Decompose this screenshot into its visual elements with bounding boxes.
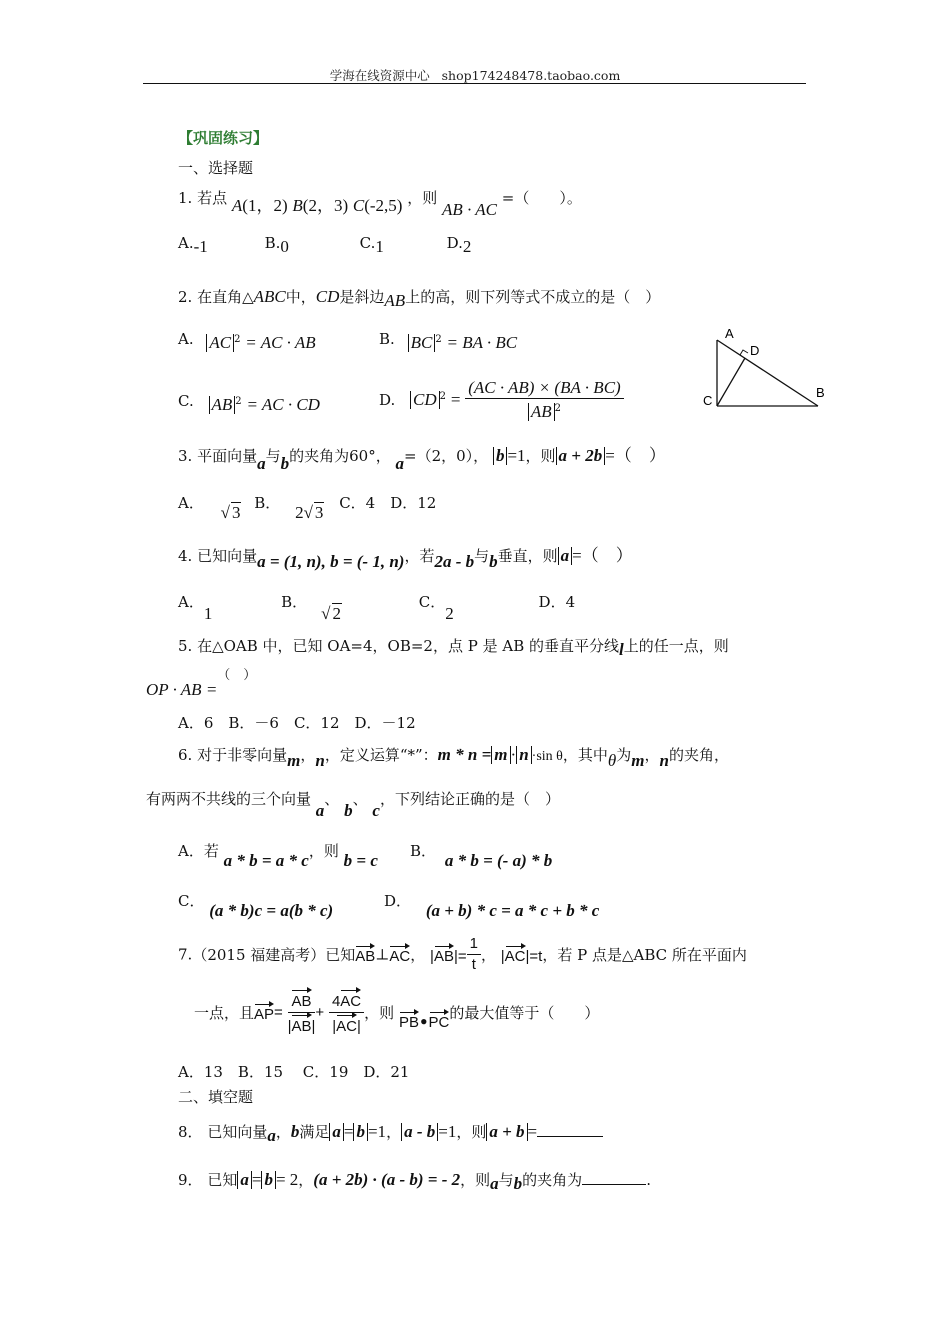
q6-option-c: C． (a * b)c = a(b * c) — [178, 892, 334, 920]
question-1: 1. 若点 A(1，2) B(2，3) C(-2,5) ，则 AB · AC =（ ）。 — [178, 189, 582, 219]
q9-answer-blank[interactable] — [582, 1184, 646, 1185]
question-7: 7.（2015 福建高考）已知AB⊥AC， |AB|= $\frac{1}{t}$ ， |AC|=t，若 P 点是△ABC 所在平面内 — [178, 935, 747, 973]
q6-line2: 有两两不共线的三个向量 a、 b、 c，下列结论正确的是（ ） — [146, 790, 560, 820]
page-header — [0, 66, 950, 84]
q2-option-d: D. CD $^2$ = $\frac{(AC \cdot AB) \times (BA \cdot BC)}{AB ^2}$ — [379, 378, 624, 422]
part1-title: 一、选择题 — [178, 159, 254, 177]
q5-expression-line: OP · AB =（ ） — [146, 668, 257, 699]
q1-expression: AB · AC — [442, 200, 497, 219]
label-d: D — [750, 343, 760, 358]
question-8: 8． 已知向量a，b满足 a = b =1， a - b =1，则 a + b = — [178, 1122, 603, 1142]
section-practice: 【巩固练习】 — [178, 129, 269, 147]
right-triangle-figure — [700, 322, 835, 412]
altitude-cd — [717, 358, 745, 406]
q8-answer-blank[interactable] — [537, 1136, 603, 1137]
header-title: 学海在线资源中心 — [329, 68, 430, 83]
question-4: 4. 已知向量a = (1, n), b = (- 1, n)，若2a - b与b垂直，则 a =（ ） — [178, 546, 633, 571]
label-b: B — [816, 385, 825, 400]
q2-option-c: C. AB $^2$ = AC · CD — [178, 392, 320, 414]
label-c: C — [703, 393, 713, 408]
right-angle-mark — [740, 350, 748, 355]
q6-option-d: D． (a + b) * c = a * c + b * c — [384, 892, 600, 920]
header-site: shop174248478.taobao.com — [441, 68, 621, 83]
question-2: 2. 在直角△ABC中，CD是斜边AB上的高，则下列等式不成立的是（ ） — [178, 287, 661, 310]
q2-option-a: A. AC $^2$ = AC · AB — [178, 330, 316, 352]
q6-option-a: A．若 a * b = a * c，则 b = c — [178, 842, 378, 870]
part2-title: 二、填空题 — [178, 1088, 254, 1106]
label-a: A — [725, 326, 734, 341]
question-6: 6. 对于非零向量m，n，定义运算“*”：m * n = m · n ·sin θ，其中θ为m，n的夹角， — [178, 745, 730, 770]
q2-option-b: B. BC $^2$ = BA · BC — [379, 330, 518, 352]
q5-options: A．6 B．－6 C．12 D．－12 — [178, 714, 416, 732]
question-3: 3. 平面向量a与b的夹角为60°， a=（2，0）， b =1，则 a + 2b =（ ） — [178, 446, 666, 473]
question-9: 9． 已知 a = b = 2，(a + 2b) · (a - b) = - 2，则a与b的夹角为 . — [178, 1170, 651, 1193]
q7-options: A．13 B．15 C．19 D．21 — [178, 1063, 410, 1081]
q4-options: A．1 B．√ 2 C．2 D．4 — [178, 593, 576, 623]
q3-options: A． √ 3 B． 2√ 3 C．4 D．12 — [178, 494, 437, 522]
header-divider — [143, 83, 806, 84]
question-5: 5. 在△OAB 中，已知 OA=4，OB=2，点 P 是 AB 的垂直平分线l上的任一点，则 — [178, 637, 729, 659]
q6-option-b: B． a * b = (- a) * b — [410, 842, 553, 870]
side-ab — [717, 340, 818, 406]
q7-line2: 一点，且AP= $\frac{AB}{|AB|}$ + $\frac{4AC}{|AC|}$ ，则 PB•PC的最大值等于（ ） — [194, 988, 599, 1037]
q1-options: A.-1 B.0 C.1 D.2 — [178, 234, 472, 256]
q2-d-fraction: $\frac{(AC \cdot AB) \times (BA \cdot BC)}{AB ^2}$ — [465, 378, 624, 422]
